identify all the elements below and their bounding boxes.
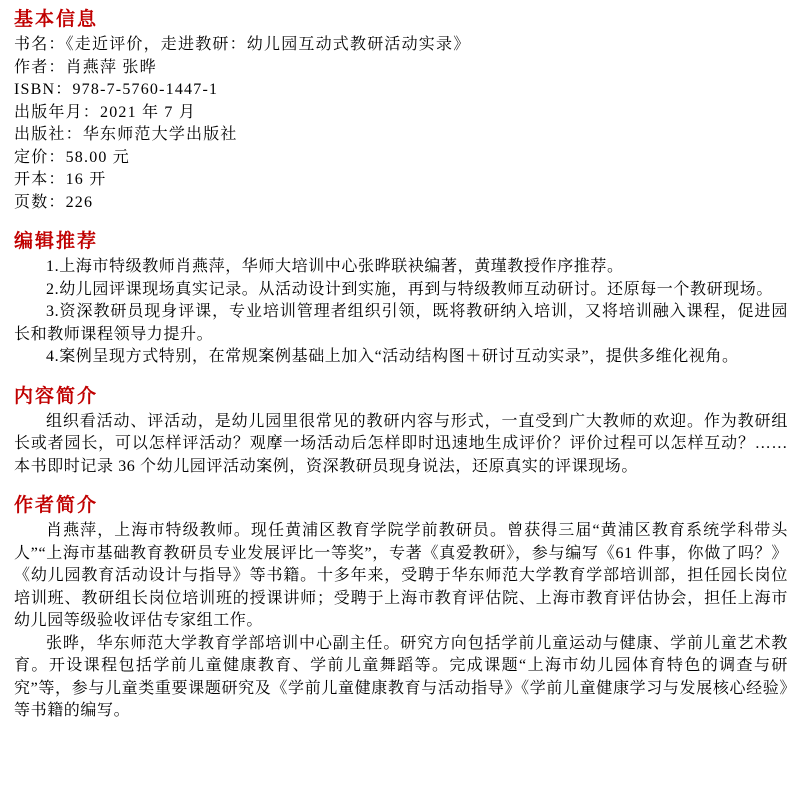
info-line-isbn — [14, 79, 794, 102]
section-heading-editor-recommend: 编辑推荐 — [14, 230, 99, 252]
info-line-publisher — [14, 124, 794, 147]
info-label-author: 作者： — [14, 58, 66, 76]
info-label-pubdate: 出版年月： — [14, 103, 101, 121]
info-value-pubdate: 2021 年 7 月 — [100, 103, 197, 121]
info-line-title — [14, 34, 794, 57]
info-value-publisher: 华东师范大学出版社 — [82, 126, 238, 143]
info-value-author: 肖燕萍 张晔 — [65, 58, 157, 76]
info-value-title: 《走近评价，走进教研：幼儿园互动式教研活动实录》 — [65, 36, 471, 53]
editor-recommend-item-2: 2.幼儿园评课现场真实记录。从活动设计到实施，再到与特级教师互动研讨。还原每一个教研现场。 — [46, 280, 774, 298]
info-label-format: 开本： — [14, 171, 66, 188]
author-intro-paragraph-1: 肖燕萍，上海市特级教师。现任黄浦区教育学院学前教研员。曾获得三届“黄浦区教育系统学科带头人”“上海市基础教育教研员专业发展评比一等奖”，专著《真爱教研》，参与编写《61 件事，你做了吗？》《幼儿园教育活动设计与指导》等书籍。十多年来，受聘于华东师范大学教育学部培训部，担任园长岗位培训班、教研组长岗位培训班的授课讲师；受聘于上海市教育评估院、上海市教育评估协会，担任上海市幼儿园等级验收评估专家组工作。 — [14, 522, 788, 629]
info-value-pages: 226 — [65, 193, 94, 211]
info-line-format — [14, 169, 794, 192]
info-line-price — [14, 147, 794, 170]
info-line-pages — [14, 192, 794, 215]
info-label-isbn: ISBN： — [14, 81, 73, 98]
section-heading-author-intro: 作者简介 — [14, 494, 99, 516]
info-value-price: 58.00 元 — [65, 148, 131, 166]
info-value-format: 16 开 — [65, 171, 107, 188]
content-intro-paragraph-1: 组织看活动、评活动，是幼儿园里很常见的教研内容与形式，一直受到广大教师的欢迎。作为教研组长或者园长，可以怎样评活动？观摩一场活动后怎样即时迅速地生成评价？评价过程可以怎样互动？……本书即时记录 36 个幼儿园评活动案例，资深教研员现身说法，还原真实的评课现场。 — [14, 412, 788, 475]
editor-recommend-item-1: 1.上海市特级教师肖燕萍，华师大培训中心张晔联袂编著，黄瑾教授作序推荐。 — [46, 258, 624, 275]
info-label-pages: 页数： — [14, 193, 66, 211]
info-value-isbn: 978-7-5760-1447-1 — [72, 81, 219, 98]
info-label-publisher: 出版社： — [14, 126, 83, 143]
info-label-price: 定价： — [14, 148, 66, 166]
section-heading-basic-info: 基本信息 — [14, 8, 99, 30]
info-line-author — [14, 57, 794, 80]
info-line-pubdate — [14, 102, 794, 125]
info-label-title: 书名： — [14, 36, 66, 53]
section-heading-content-intro: 内容简介 — [14, 384, 99, 407]
editor-recommend-item-4: 4.案例呈现方式特别，在常规案例基础上加入“活动结构图＋研讨互动实录”，提供多维化视角。 — [46, 348, 739, 365]
editor-recommend-item-3: 3.资深教研员现身评课，专业培训管理者组织引领，既将教研纳入培训，又将培训融入课程，促进园长和教师课程领导力提升。 — [14, 303, 788, 343]
author-intro-paragraph-2: 张晔，华东师范大学教育学部培训中心副主任。研究方向包括学前儿童运动与健康、学前儿童艺术教育。开设课程包括学前儿童健康教育、学前儿童舞蹈等。完成课题“上海市幼儿园体育特色的调查与研究”等，参与儿童类重要课题研究及《学前儿童健康教育与活动指导》《学前儿童健康学习与发展核心经验》等书籍的编写。 — [14, 634, 788, 719]
